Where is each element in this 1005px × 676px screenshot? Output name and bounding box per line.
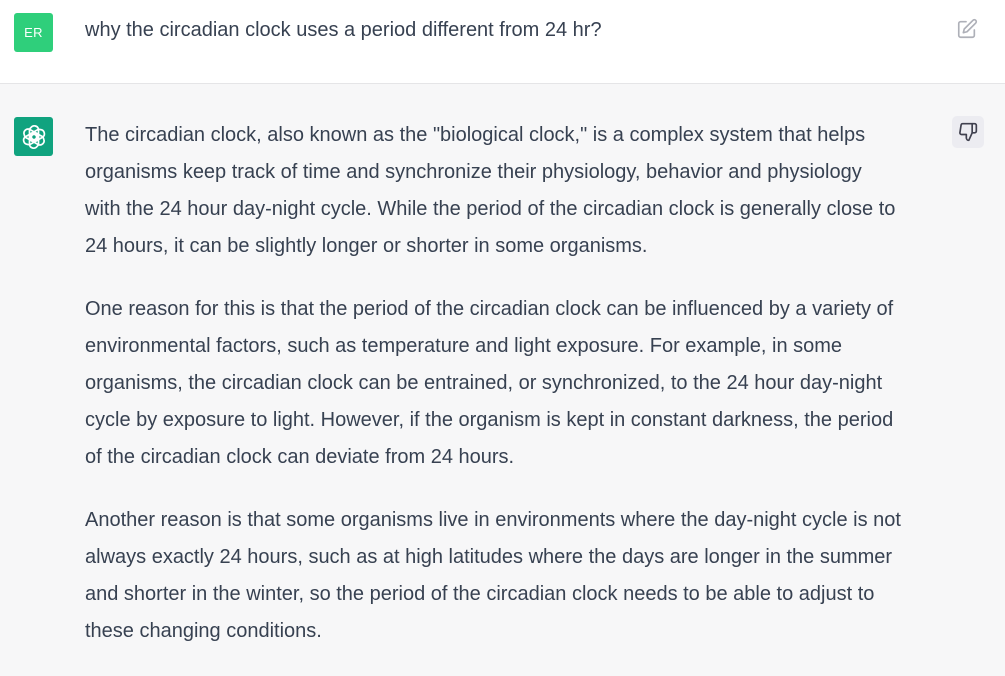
answer-line: and shorter in the winter, so the period of the circadian clock needs to be able to adjust to xyxy=(85,583,875,605)
answer-line: Another reason is that some organisms live in environments where the day-night cycle is not xyxy=(85,509,901,531)
user-avatar xyxy=(14,13,53,52)
answer-line: One reason for this is that the period of the circadian clock can be influenced by a variety of xyxy=(85,298,894,320)
answer-paragraph xyxy=(85,117,947,265)
answer-line: environmental factors, such as temperature and light exposure. For example, in some xyxy=(85,335,843,357)
assistant-answer xyxy=(85,117,947,676)
answer-line: cycle by exposure to light. However, if the organism is kept in constant darkness, the period xyxy=(85,409,894,431)
thumbs-down-button[interactable] xyxy=(952,116,984,148)
answer-paragraph xyxy=(85,502,947,650)
user-message-row xyxy=(0,0,1005,84)
answer-line: The circadian clock, also known as the "biological clock," is a complex system that helps xyxy=(85,124,866,146)
openai-logo-icon xyxy=(20,123,48,151)
answer-paragraph xyxy=(85,291,947,476)
thumbs-down-icon xyxy=(958,122,978,142)
assistant-avatar xyxy=(14,117,53,156)
answer-line: 24 hours, it can be slightly longer or shorter in some organisms. xyxy=(85,235,648,257)
user-avatar-initials: ER xyxy=(24,25,43,40)
answer-line: these changing conditions. xyxy=(85,620,322,642)
user-question: why the circadian clock uses a period different from 24 hr? xyxy=(85,19,602,41)
edit-message-button[interactable] xyxy=(955,17,979,41)
answer-line: always exactly 24 hours, such as at high latitudes where the days are longer in the summer xyxy=(85,546,893,568)
answer-line: with the 24 hour day-night cycle. While the period of the circadian clock is generally close to xyxy=(85,198,896,220)
assistant-message-row xyxy=(0,84,1005,664)
edit-icon xyxy=(956,18,978,40)
answer-line: organisms keep track of time and synchronize their physiology, behavior and physiology xyxy=(85,161,862,183)
answer-line: organisms, the circadian clock can be entrained, or synchronized, to the 24 hour day-night xyxy=(85,372,883,394)
answer-line: of the circadian clock can deviate from 24 hours. xyxy=(85,446,515,468)
